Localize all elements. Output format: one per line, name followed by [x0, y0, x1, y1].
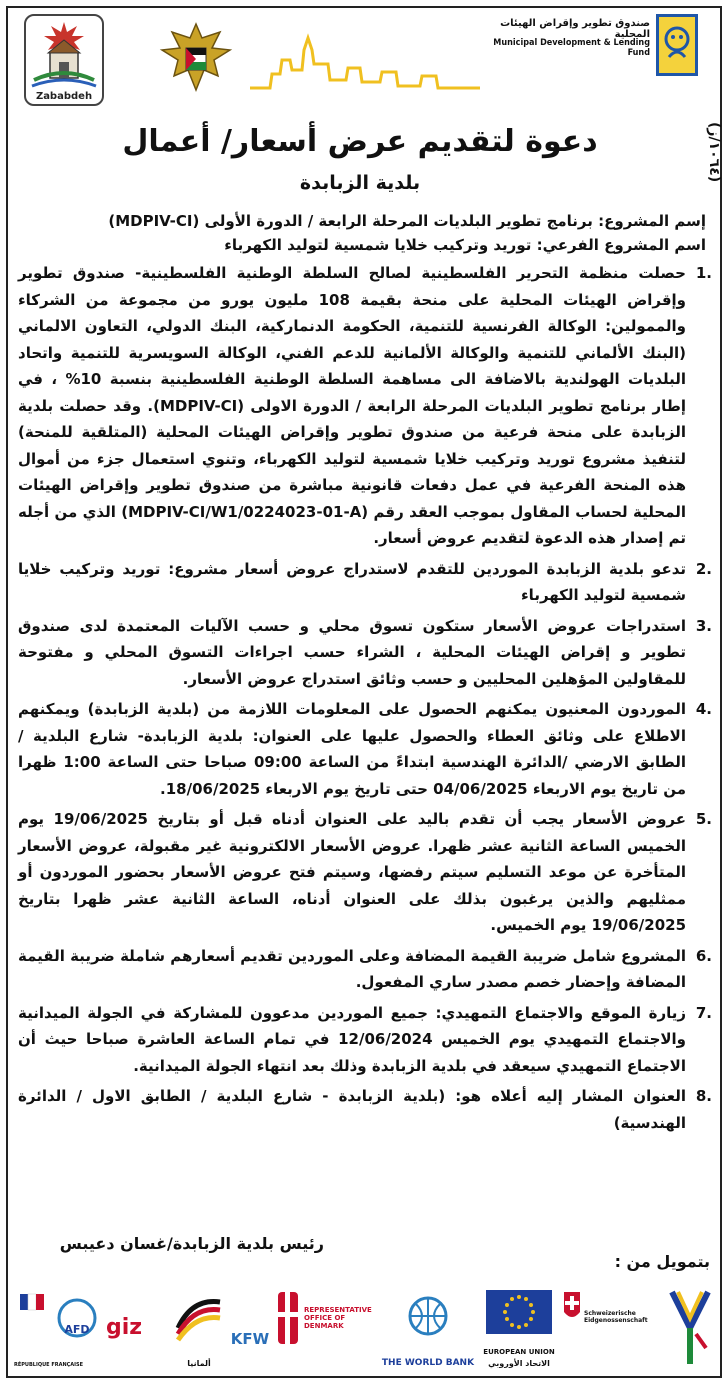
funded-by-label: بتمويل من :	[614, 1252, 710, 1271]
item-number: .2	[695, 559, 712, 578]
item-text: زيارة الموقع والاجتماع التمهيدي: جميع الموردين مدعوون للمشاركة في الجولة الميدانية والاجتماع التمهيدي يوم الخميس 12/06/2024 في تمام الساعة العاشرة صباحا حيث أن الاجتماع التمهيدي سيعقد في بلدية الزبابدة وذلك بعد انتهاء الجولة الميدانية.	[18, 1003, 687, 1075]
afd-mark-icon	[54, 1288, 100, 1348]
palestinian-eagle-emblem-icon	[156, 18, 236, 98]
france-flag-icon	[14, 1288, 50, 1328]
item-number: .6	[695, 946, 712, 965]
fund-name-arabic: صندوق تطوير وإقراض الهيئات المحلية	[500, 18, 650, 40]
afd-logo-caption: AFD	[64, 1323, 90, 1336]
france-logo-caption: RÉPUBLIQUE FRANÇAISE	[14, 1362, 84, 1368]
side-reference-number: (١٠٦٤/ز)	[706, 121, 722, 183]
afd-logo	[54, 1288, 100, 1370]
city-skyline-graphic-icon	[250, 30, 480, 90]
zababdeh-logo-caption: Zababdeh	[35, 91, 93, 102]
mdlf-logo-icon	[656, 14, 698, 76]
subproject-name-line: اسم المشروع الفرعي: توريد وتركيب خلايا شمسية لتوليد الكهرباء	[224, 236, 706, 254]
list-item	[18, 613, 712, 693]
mayor-signature-line: رئيس بلدية الزبابدة/غسان دعيبس	[59, 1234, 324, 1253]
item-number: .1	[695, 264, 712, 282]
giz-logo-caption: giz	[106, 1315, 143, 1340]
item-number: .7	[695, 1003, 712, 1022]
mdlf-hand-icon	[659, 17, 695, 73]
list-item	[18, 556, 712, 609]
giz-logo	[106, 1288, 166, 1370]
tender-items-list	[18, 260, 712, 1140]
item-number: .5	[695, 810, 712, 828]
list-item	[18, 696, 712, 802]
worldbank-logo	[380, 1288, 476, 1370]
municipality-subtitle: بلدية الزبابدة	[299, 172, 421, 194]
list-item	[18, 1000, 712, 1080]
denmark-crest-icon	[276, 1288, 300, 1348]
swiss-logo	[562, 1288, 664, 1370]
germany-flag-swoosh-icon	[172, 1288, 226, 1342]
world-bank-globe-icon	[380, 1288, 476, 1346]
partner-logos-strip	[14, 1288, 714, 1376]
list-item	[18, 1083, 712, 1136]
swiss-logo-caption: Schweizerische Eidgenossenschaft	[584, 1310, 648, 1324]
vng-colored-mark-icon	[668, 1288, 712, 1368]
item-number: .3	[695, 616, 712, 635]
eu-flag-icon	[482, 1288, 556, 1338]
kfw-logo-caption: KFW	[230, 1330, 270, 1348]
worldbank-logo-caption: THE WORLD BANK	[381, 1358, 475, 1368]
item-text: الموردون المعنيون يمكنهم الحصول على المعلومات اللازمة من (بلدية الزبابدة) ويمكنهم الاطلاع على وثائق العطاء والحصول عليها على العنوان: بلدية الزبابدة- شارع البلدية / الطابق الارضي /الدائرة الهندسية ابتداءً من الساعة 09:00 صباحا حتى الساعة 1:00 ظهرا من تاريخ يوم الاربعاء 04/06/2025 حتى تاريخ يوم الاربعاء 18/06/2025.	[18, 700, 686, 798]
zababdeh-emblem-icon	[26, 16, 102, 90]
list-item	[18, 260, 712, 552]
item-text: المشروع شامل ضريبة القيمة المضافة وعلى الموردين تقديم أسعارهم شاملة ضريبة القيمة المضافة وإحضار خصم مصدر ساري المفعول.	[18, 946, 686, 991]
item-text: استدراجات عروض الأسعار ستكون تسوق محلي و حسب الآليات المعتمدة لدى صندوق تطوير و إقراض الهيئات المحلية ، الشراء حسب اجراءات التسوق المحلي و مفتوحة للمقاولين المؤهلين المحليين و حسب وثائق استدراج عروض الأسعار.	[18, 616, 686, 688]
list-item	[18, 806, 712, 939]
item-number: .4	[695, 700, 712, 718]
eu-logo	[482, 1288, 556, 1370]
swiss-crest-icon	[562, 1288, 582, 1328]
page-title: دعوة لتقديم عرض أسعار/ أعمال	[122, 124, 598, 159]
eu-logo-caption-arabic: الاتحاد الأوروبي	[488, 1359, 550, 1368]
item-text: تدعو بلدية الزبابدة الموردين للتقدم لاستدراج عروض أسعار مشروع: توريد وتركيب خلايا شمسية لتوليد الكهرباء	[18, 559, 686, 604]
denmark-logo-caption: REPRESENTATIVE OFFICE OF DENMARK	[304, 1306, 372, 1330]
zababdeh-municipality-logo	[24, 14, 104, 106]
list-item	[18, 943, 712, 996]
item-text: حصلت منظمة التحرير الفلسطينية لصالح السلطة الوطنية الفلسطينية- صندوق تطوير وإقراض الهيئات المحلية على منحة بقيمة 108 مليون يورو من مجموعة من الشركاء والممولين: الوكالة الفرنسية للتنمية، الحكومة الدنماركية، البنك الدولي، التعاون الالماني (البنك الألماني للتنمية والوكالة الألمانية للدعم الفني، الوكالة السويسرية للتنمية واتحاد البلديات الهولندية بالاضافة الى مساهمة السلطة الوطنية الفلسطينية بنسبة 10% ، في إطار برنامج تطوير البلديات المرحلة الرابعة / الدورة الاولى (MDPIV-CI). وقد حصلت بلدية الزبابدة على منحة فرعية من صندوق تطوير وإقراض الهيئات المحلية (المتلقية للمنحة) لتنفيذ مشروع توريد وتركيب خلايا شمسية لتوليد الكهرباء، وتنوي استعمال جزء من أموال هذه المنحة الفرعية في عمل دفعات قانونية مباشرة من صندوق تطوير وإقراض الهيئات المحلية لحساب المقاول بموجب العقد رقم (MDPIV-CI/W1/0224023-01-A) الذي من أجله تم إصدار هذه الدعوة لتقديم عروض أسعار.	[18, 264, 687, 547]
kfw-logo	[228, 1288, 272, 1370]
vng-logo	[668, 1288, 712, 1370]
fund-name-english: Municipal Development & Lending Fund	[493, 38, 650, 58]
item-text: عروض الأسعار يجب أن تقدم باليد على العنوان أدناه قبل أو بتاريخ 19/06/2025 يوم الخميس الساعة الثانية عشر ظهرا. عروض الأسعار الالكترونية غير مقبولة، عروض الأسعار المتأخرة عن موعد التسليم سيتم رفضها، وسيتم فتح عروض الأسعار بحضور الموردون أو ممثليهم والذين يرغبون بذلك على العنوان أدناه، الساعة الثانية عشر ظهرا بتاريخ 19/06/2025 يوم الخميس.	[18, 810, 687, 934]
item-text: العنوان المشار إليه أعلاه هو: (بلدية الزبابدة - شارع البلدية / الطابق الاول / الدائرة الهندسية)	[18, 1087, 686, 1132]
eu-logo-caption: EUROPEAN UNION	[483, 1348, 555, 1356]
item-number: .8	[695, 1087, 712, 1105]
germany-logo-caption: ألمانيا	[187, 1359, 211, 1368]
denmark-logo	[276, 1288, 376, 1370]
project-name-line: إسم المشروع: برنامج تطوير البلديات المرحلة الرابعة / الدورة الأولى (MDPIV-CI)	[108, 212, 706, 230]
germany-logo	[172, 1288, 226, 1370]
